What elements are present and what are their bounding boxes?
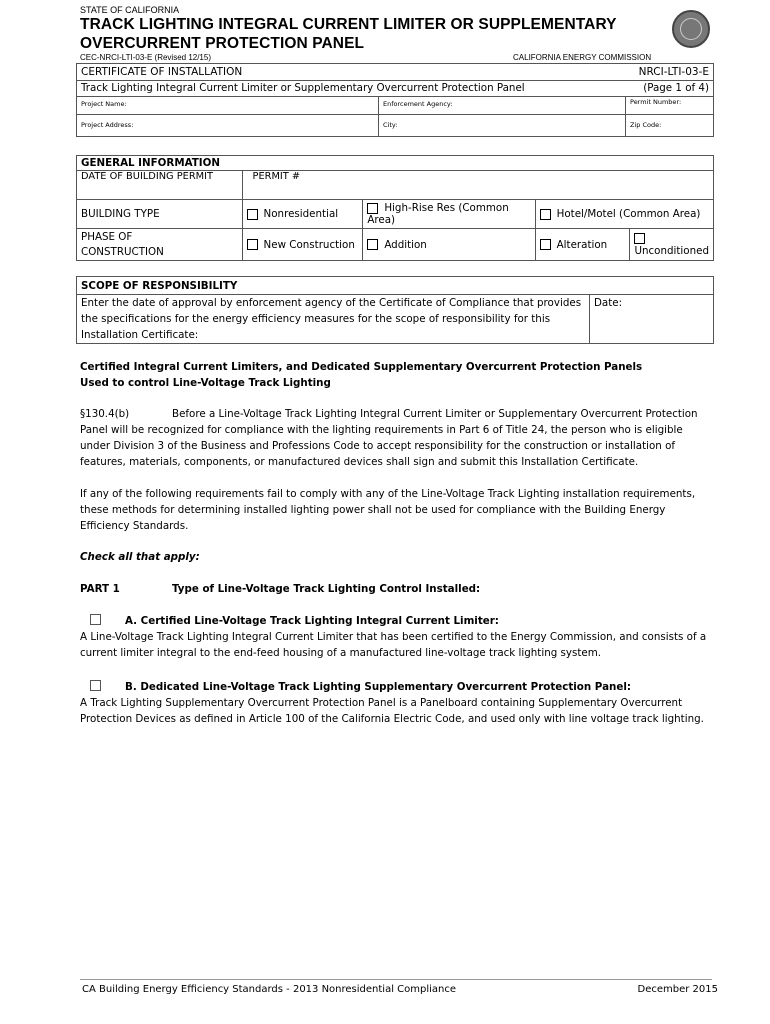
paragraph-eligibility-lead: Before a Line-Voltage Track Lighting Integral Current Limiter or Supplementary Overcurrent Protection <box>172 408 698 420</box>
paragraph-compliance: If any of the following requirements fail to comply with any of the Line-Voltage Track Lighting installation requirements, these methods for determining installed lighting power shall not be used for compliance with the Building Energy Efficiency Standards. <box>80 488 696 532</box>
scope-of-responsibility-table <box>76 276 714 344</box>
phase-label-line1: PHASE OF <box>81 230 133 243</box>
phase-new-construction[interactable] <box>242 229 363 261</box>
checkbox-icon[interactable] <box>247 209 258 220</box>
page-number: (Page 1 of 4) <box>626 81 714 97</box>
commission-label: CALIFORNIA ENERGY COMMISSION <box>513 53 652 62</box>
option-label: High-Rise Res (Common Area) <box>367 202 509 226</box>
option-a-description: A Line-Voltage Track Lighting Integral Current Limiter that has been certified to the Energy Commission, and consists of a current limiter integral to the end-feed housing of a manufactured line-voltage track lighting system. <box>80 631 707 659</box>
phase-of-construction-label <box>77 229 243 261</box>
checkbox-icon[interactable] <box>90 614 101 625</box>
footer-standards: CA Building Energy Efficiency Standards - 2013 Nonresidential Compliance <box>82 984 457 995</box>
building-type-label: BUILDING TYPE <box>77 200 243 229</box>
paragraph-eligibility-rest: Panel will be recognized for compliance with the lighting requirements in Part 6 of Title 24, the person who is eligible under Division 3 of the Business and Professions Code to accept responsibility for the construction or installation of features, materials, components, or manufactured devices shall sign and submit this Installation Certificate. <box>80 424 683 468</box>
city-field[interactable]: City: <box>379 115 626 137</box>
general-information-heading: GENERAL INFORMATION <box>77 156 714 171</box>
checkbox-icon[interactable] <box>247 239 258 250</box>
option-label: Nonresidential <box>263 208 339 220</box>
part-label: PART 1 <box>80 583 120 595</box>
phase-unconditioned[interactable] <box>630 229 714 261</box>
project-name-field[interactable]: Project Name: <box>77 97 379 115</box>
section-heading-line2: Used to control Line-Voltage Track Lighting <box>80 377 331 389</box>
part-title: Type of Line-Voltage Track Lighting Control Installed: <box>172 583 481 595</box>
enforcement-agency-field[interactable]: Enforcement Agency: <box>379 97 626 115</box>
form-title <box>80 15 640 53</box>
building-type-hotel-motel[interactable] <box>535 200 713 229</box>
certificate-type: CERTIFICATE OF INSTALLATION <box>77 64 626 81</box>
date-of-building-permit-field[interactable]: DATE OF BUILDING PERMIT <box>77 171 243 200</box>
footer-date: December 2015 <box>637 984 718 995</box>
permit-number-field[interactable]: Permit Number: <box>626 97 714 115</box>
option-label: Hotel/Motel (Common Area) <box>556 208 701 220</box>
building-type-nonresidential[interactable] <box>242 200 363 229</box>
project-address-field[interactable]: Project Address: <box>77 115 379 137</box>
checkbox-icon[interactable] <box>540 239 551 250</box>
state-seal-icon <box>672 10 710 48</box>
scope-instructions: Enter the date of approval by enforcement agency of the Certificate of Compliance that provides the specifications for the energy efficiency measures for the scope of responsibility for this Installation Certificate: <box>77 295 590 344</box>
option-label: New Construction <box>263 238 355 251</box>
option-a-block <box>80 613 712 661</box>
form-title-line2: OVERCURRENT PROTECTION PANEL <box>80 35 365 52</box>
form-id: NRCI-LTI-03-E <box>626 64 714 81</box>
building-type-high-rise[interactable] <box>363 200 535 229</box>
phase-label-line2: CONSTRUCTION <box>81 245 164 258</box>
permit-number-general-field[interactable]: PERMIT # <box>242 171 713 200</box>
option-label: Addition <box>384 238 427 251</box>
form-revision: CEC-NRCI-LTI-03-E (Revised 12/15) <box>80 53 211 62</box>
section-heading-line1: Certified Integral Current Limiters, and Dedicated Supplementary Overcurrent Protection Panels <box>80 361 643 373</box>
checkbox-icon[interactable] <box>90 680 101 691</box>
checkbox-icon[interactable] <box>367 239 378 250</box>
form-title-line1: TRACK LIGHTING INTEGRAL CURRENT LIMITER OR SUPPLEMENTARY <box>80 16 617 33</box>
section-heading <box>80 359 712 391</box>
option-b-title: B. Dedicated Line-Voltage Track Lighting Supplementary Overcurrent Protection Panel: <box>125 681 631 693</box>
section-reference: §130.4(b) <box>80 408 130 420</box>
general-information-table <box>76 155 714 261</box>
certificate-subtitle: Track Lighting Integral Current Limiter or Supplementary Overcurrent Protection Panel <box>77 81 626 97</box>
phase-addition[interactable] <box>363 229 535 261</box>
scope-date-field[interactable]: Date: <box>590 295 714 344</box>
certificate-header-table <box>76 63 714 137</box>
check-all-instruction: Check all that apply: <box>80 551 200 563</box>
option-a-title: A. Certified Line-Voltage Track Lighting Integral Current Limiter: <box>125 615 499 627</box>
checkbox-icon[interactable] <box>540 209 551 220</box>
option-b-description: A Track Lighting Supplementary Overcurrent Protection Panel is a Panelboard containing Supplementary Overcurrent Protection Devices as defined in Article 100 of the California Electric Code, and used only with line voltage track lighting. <box>80 697 704 725</box>
scope-heading: SCOPE OF RESPONSIBILITY <box>77 277 714 295</box>
option-label: Alteration <box>556 238 608 251</box>
option-label: Unconditioned <box>634 244 709 257</box>
phase-alteration[interactable] <box>535 229 630 261</box>
state-label: STATE OF CALIFORNIA <box>80 5 180 15</box>
checkbox-icon[interactable] <box>367 203 378 214</box>
footer-divider <box>80 979 712 980</box>
zip-code-field[interactable]: Zip Code: <box>626 115 714 137</box>
checkbox-icon[interactable] <box>634 233 645 244</box>
paragraph-eligibility <box>80 406 712 470</box>
option-b-block <box>80 679 712 727</box>
part-1-heading <box>80 581 712 597</box>
